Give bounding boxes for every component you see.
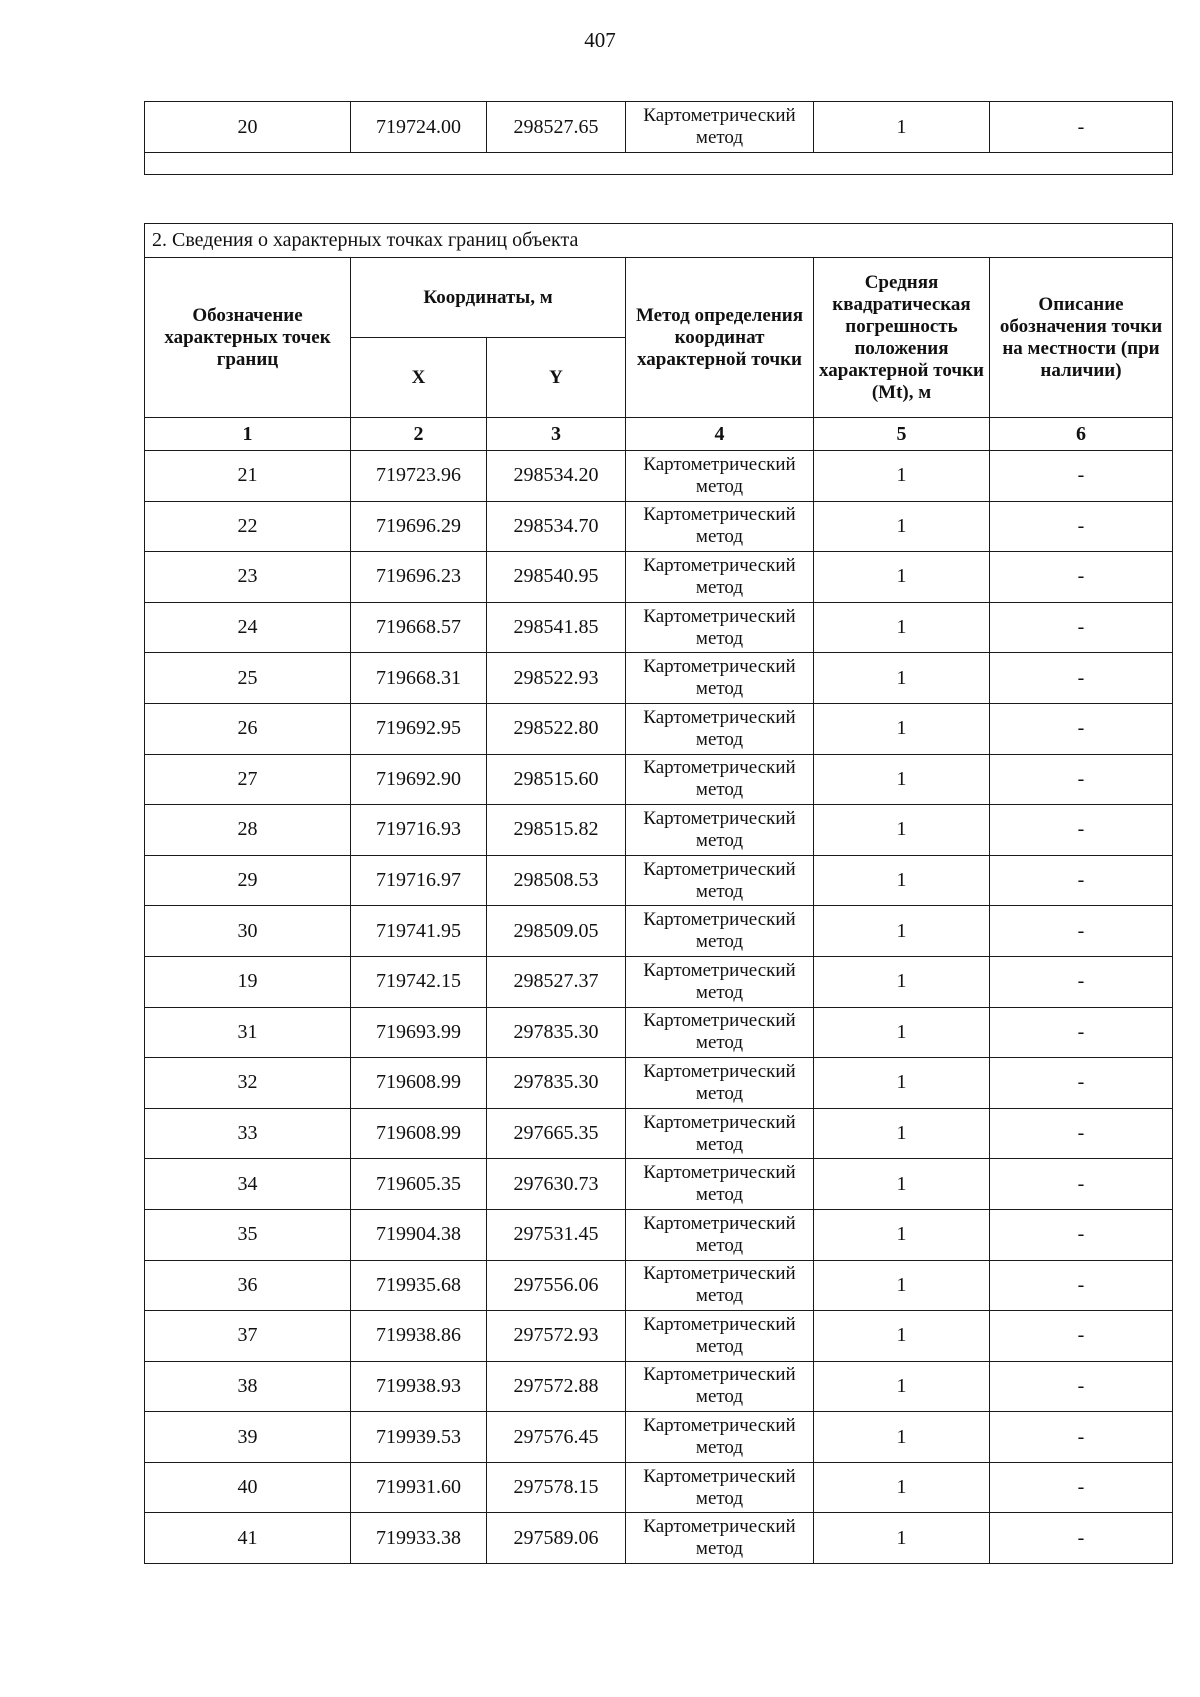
mean-error: 1 bbox=[814, 1412, 990, 1463]
table-row bbox=[145, 1260, 1173, 1311]
method: Картометрический метод bbox=[626, 653, 814, 704]
description: - bbox=[990, 451, 1173, 502]
coord-x: 719938.86 bbox=[351, 1311, 487, 1362]
coord-y: 298540.95 bbox=[487, 552, 626, 603]
table-row bbox=[145, 1361, 1173, 1412]
method: Картометрический метод bbox=[626, 1209, 814, 1260]
header-description: Описание обозначения точки на местности (при наличии) bbox=[990, 258, 1173, 418]
table-row bbox=[145, 703, 1173, 754]
mean-error: 1 bbox=[814, 102, 990, 153]
mean-error: 1 bbox=[814, 653, 990, 704]
coord-y: 297665.35 bbox=[487, 1108, 626, 1159]
mean-error: 1 bbox=[814, 1108, 990, 1159]
method: Картометрический метод bbox=[626, 956, 814, 1007]
coord-x: 719696.29 bbox=[351, 501, 487, 552]
description: - bbox=[990, 1311, 1173, 1362]
column-number: 3 bbox=[487, 418, 626, 451]
table-row bbox=[145, 1462, 1173, 1513]
description: - bbox=[990, 1058, 1173, 1109]
method: Картометрический метод bbox=[626, 1108, 814, 1159]
method: Картометрический метод bbox=[626, 1260, 814, 1311]
boundary-points-table bbox=[144, 223, 1173, 1564]
coord-x: 719935.68 bbox=[351, 1260, 487, 1311]
description: - bbox=[990, 906, 1173, 957]
table-row bbox=[145, 552, 1173, 603]
point-number: 29 bbox=[145, 855, 351, 906]
point-number: 26 bbox=[145, 703, 351, 754]
mean-error: 1 bbox=[814, 1311, 990, 1362]
coord-x: 719692.90 bbox=[351, 754, 487, 805]
method: Картометрический метод bbox=[626, 1462, 814, 1513]
mean-error: 1 bbox=[814, 1159, 990, 1210]
mean-error: 1 bbox=[814, 501, 990, 552]
continued-table bbox=[144, 101, 1173, 175]
mean-error: 1 bbox=[814, 703, 990, 754]
method: Картометрический метод bbox=[626, 754, 814, 805]
description: - bbox=[990, 1007, 1173, 1058]
point-number: 38 bbox=[145, 1361, 351, 1412]
table-row bbox=[145, 906, 1173, 957]
point-number: 35 bbox=[145, 1209, 351, 1260]
mean-error: 1 bbox=[814, 1260, 990, 1311]
coord-y: 297572.88 bbox=[487, 1361, 626, 1412]
method: Картометрический метод bbox=[626, 102, 814, 153]
coord-x: 719693.99 bbox=[351, 1007, 487, 1058]
table-row bbox=[145, 501, 1173, 552]
coord-x: 719933.38 bbox=[351, 1513, 487, 1564]
header-y: Y bbox=[487, 338, 626, 418]
coord-y: 297572.93 bbox=[487, 1311, 626, 1362]
coord-x: 719608.99 bbox=[351, 1108, 487, 1159]
table-row bbox=[145, 754, 1173, 805]
mean-error: 1 bbox=[814, 1361, 990, 1412]
coord-y: 297835.30 bbox=[487, 1007, 626, 1058]
method: Картометрический метод bbox=[626, 1058, 814, 1109]
method: Картометрический метод bbox=[626, 602, 814, 653]
table-caption-row bbox=[145, 224, 1173, 258]
method: Картометрический метод bbox=[626, 1361, 814, 1412]
description: - bbox=[990, 501, 1173, 552]
column-number: 2 bbox=[351, 418, 487, 451]
mean-error: 1 bbox=[814, 1513, 990, 1564]
coord-y: 297630.73 bbox=[487, 1159, 626, 1210]
page-number: 407 bbox=[584, 28, 616, 52]
point-number: 20 bbox=[145, 102, 351, 153]
mean-error: 1 bbox=[814, 1209, 990, 1260]
coord-y: 298515.82 bbox=[487, 805, 626, 856]
table-row bbox=[145, 451, 1173, 502]
method: Картометрический метод bbox=[626, 1159, 814, 1210]
point-number: 33 bbox=[145, 1108, 351, 1159]
point-number: 22 bbox=[145, 501, 351, 552]
coord-x: 719696.23 bbox=[351, 552, 487, 603]
coord-x: 719741.95 bbox=[351, 906, 487, 957]
table-row bbox=[145, 1311, 1173, 1362]
coord-x: 719668.57 bbox=[351, 602, 487, 653]
description: - bbox=[990, 703, 1173, 754]
mean-error: 1 bbox=[814, 906, 990, 957]
table-row bbox=[145, 956, 1173, 1007]
point-number: 27 bbox=[145, 754, 351, 805]
table-body bbox=[145, 451, 1173, 1564]
coord-y: 298541.85 bbox=[487, 602, 626, 653]
table-row bbox=[145, 102, 1173, 153]
column-number: 4 bbox=[626, 418, 814, 451]
coord-y: 297578.15 bbox=[487, 1462, 626, 1513]
coord-x: 719904.38 bbox=[351, 1209, 487, 1260]
mean-error: 1 bbox=[814, 552, 990, 603]
description: - bbox=[990, 552, 1173, 603]
point-number: 40 bbox=[145, 1462, 351, 1513]
description: - bbox=[990, 602, 1173, 653]
point-number: 36 bbox=[145, 1260, 351, 1311]
description: - bbox=[990, 1462, 1173, 1513]
coord-y: 298515.60 bbox=[487, 754, 626, 805]
description: - bbox=[990, 1513, 1173, 1564]
point-number: 31 bbox=[145, 1007, 351, 1058]
method: Картометрический метод bbox=[626, 855, 814, 906]
mean-error: 1 bbox=[814, 451, 990, 502]
point-number: 37 bbox=[145, 1311, 351, 1362]
coord-x: 719668.31 bbox=[351, 653, 487, 704]
description: - bbox=[990, 1361, 1173, 1412]
point-number: 41 bbox=[145, 1513, 351, 1564]
coord-y: 297576.45 bbox=[487, 1412, 626, 1463]
table-row bbox=[145, 602, 1173, 653]
method: Картометрический метод bbox=[626, 1513, 814, 1564]
column-number-row bbox=[145, 418, 1173, 451]
description: - bbox=[990, 653, 1173, 704]
table-row bbox=[145, 1108, 1173, 1159]
point-number: 32 bbox=[145, 1058, 351, 1109]
method: Картометрический метод bbox=[626, 1412, 814, 1463]
mean-error: 1 bbox=[814, 754, 990, 805]
table-row bbox=[145, 805, 1173, 856]
table-caption: 2. Сведения о характерных точках границ объекта bbox=[145, 224, 1173, 258]
coord-x: 719716.93 bbox=[351, 805, 487, 856]
coord-x: 719931.60 bbox=[351, 1462, 487, 1513]
mean-error: 1 bbox=[814, 855, 990, 906]
mean-error: 1 bbox=[814, 805, 990, 856]
header-designation: Обозначение характерных точек границ bbox=[145, 258, 351, 418]
coord-y: 298534.20 bbox=[487, 451, 626, 502]
method: Картометрический метод bbox=[626, 552, 814, 603]
point-number: 19 bbox=[145, 956, 351, 1007]
description: - bbox=[990, 102, 1173, 153]
coord-x: 719724.00 bbox=[351, 102, 487, 153]
method: Картометрический метод bbox=[626, 501, 814, 552]
point-number: 24 bbox=[145, 602, 351, 653]
header-coordinates: Координаты, м bbox=[351, 258, 626, 338]
table-row bbox=[145, 1412, 1173, 1463]
description: - bbox=[990, 754, 1173, 805]
description: - bbox=[990, 1260, 1173, 1311]
coord-x: 719692.95 bbox=[351, 703, 487, 754]
point-number: 34 bbox=[145, 1159, 351, 1210]
mean-error: 1 bbox=[814, 1058, 990, 1109]
point-number: 21 bbox=[145, 451, 351, 502]
coord-y: 298527.37 bbox=[487, 956, 626, 1007]
coord-x: 719716.97 bbox=[351, 855, 487, 906]
table-row bbox=[145, 1513, 1173, 1564]
coord-y: 297835.30 bbox=[487, 1058, 626, 1109]
coord-y: 297589.06 bbox=[487, 1513, 626, 1564]
coord-y: 298522.80 bbox=[487, 703, 626, 754]
method: Картометрический метод bbox=[626, 1311, 814, 1362]
method: Картометрический метод bbox=[626, 805, 814, 856]
method: Картометрический метод bbox=[626, 906, 814, 957]
table-row bbox=[145, 653, 1173, 704]
header-method: Метод определения координат характерной точки bbox=[626, 258, 814, 418]
header-error: Средняя квадратическая погрешность положения характерной точки (Mt), м bbox=[814, 258, 990, 418]
coord-x: 719939.53 bbox=[351, 1412, 487, 1463]
description: - bbox=[990, 855, 1173, 906]
column-number: 6 bbox=[990, 418, 1173, 451]
coord-x: 719938.93 bbox=[351, 1361, 487, 1412]
coord-x: 719608.99 bbox=[351, 1058, 487, 1109]
description: - bbox=[990, 1159, 1173, 1210]
method: Картометрический метод bbox=[626, 703, 814, 754]
table-row bbox=[145, 1058, 1173, 1109]
coord-y: 298534.70 bbox=[487, 501, 626, 552]
method: Картометрический метод bbox=[626, 451, 814, 502]
column-number: 1 bbox=[145, 418, 351, 451]
description: - bbox=[990, 1108, 1173, 1159]
empty-cell bbox=[145, 153, 1173, 175]
description: - bbox=[990, 1412, 1173, 1463]
table-row bbox=[145, 1159, 1173, 1210]
coord-y: 298508.53 bbox=[487, 855, 626, 906]
coord-y: 298527.65 bbox=[487, 102, 626, 153]
description: - bbox=[990, 1209, 1173, 1260]
method: Картометрический метод bbox=[626, 1007, 814, 1058]
coord-y: 297531.45 bbox=[487, 1209, 626, 1260]
header-row bbox=[145, 258, 1173, 338]
point-number: 23 bbox=[145, 552, 351, 603]
mean-error: 1 bbox=[814, 602, 990, 653]
coord-y: 298509.05 bbox=[487, 906, 626, 957]
coord-y: 297556.06 bbox=[487, 1260, 626, 1311]
point-number: 25 bbox=[145, 653, 351, 704]
description: - bbox=[990, 956, 1173, 1007]
mean-error: 1 bbox=[814, 956, 990, 1007]
coord-y: 298522.93 bbox=[487, 653, 626, 704]
coord-x: 719723.96 bbox=[351, 451, 487, 502]
mean-error: 1 bbox=[814, 1462, 990, 1513]
header-x: X bbox=[351, 338, 487, 418]
table-row bbox=[145, 1007, 1173, 1058]
point-number: 30 bbox=[145, 906, 351, 957]
coord-x: 719742.15 bbox=[351, 956, 487, 1007]
description: - bbox=[990, 805, 1173, 856]
table-row bbox=[145, 855, 1173, 906]
empty-row bbox=[145, 153, 1173, 175]
column-number: 5 bbox=[814, 418, 990, 451]
table-row bbox=[145, 1209, 1173, 1260]
mean-error: 1 bbox=[814, 1007, 990, 1058]
coord-x: 719605.35 bbox=[351, 1159, 487, 1210]
point-number: 28 bbox=[145, 805, 351, 856]
point-number: 39 bbox=[145, 1412, 351, 1463]
